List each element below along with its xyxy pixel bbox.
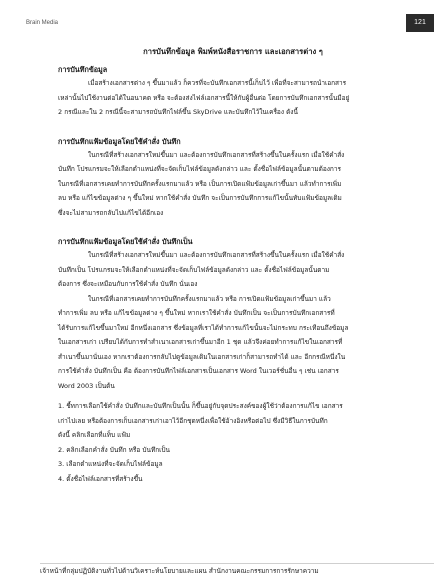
section-save-data — [58, 64, 408, 120]
text-line: ในเอกสารเก่า เปรียบได้กับการทำสำเนาเอกสารเก่าขึ้นมาอีก 1 ชุด แล้วจึงค่อยทำการแก้ไขในเอกสารที่ — [58, 338, 343, 346]
list-item: 4. ตั้งชื่อไฟล์เอกสารที่สร้างขึ้น — [58, 474, 143, 483]
text-line: เมื่อสร้างเอกสารต่าง ๆ ขึ้นมาแล้ว ก็ควรที่จะบันทึกเอกสารนี้เก็บไว้ เพื่อที่จะสามารถนำเอกสาร — [88, 79, 347, 87]
text-line: สำเนาขึ้นมานั่นเอง หากเราต้องการกลับไปดูข้อมูลเดิมในเอกสารเก่าก็สามารถทำได้ และ อีกกรณีหนึ่งใน — [58, 352, 346, 361]
paragraph — [58, 248, 408, 292]
section-heading: การบันทึกข้อมูล — [58, 65, 108, 74]
text-line: ในกรณีที่สร้างเอกสารใหม่ขึ้นมา และต้องการบันทึกเอกสารที่สร้างขึ้นในครั้งแรก เมื่อใช้คำสั่ง — [88, 251, 345, 259]
list-item: 2. คลิกเลือกคำสั่ง บันทึก หรือ บันทึกเป็น — [58, 445, 170, 454]
section-save-as-command — [58, 236, 408, 393]
page-header — [26, 14, 434, 34]
text-line: Word 2003 เป็นต้น — [58, 381, 115, 390]
section-save-command — [58, 136, 408, 221]
text-line: บันทึกเป็น โปรแกรมจะให้เลือกตำแหน่งที่จะจัดเก็บไฟล์ข้อมูลดังกล่าว และ ตั้งชื่อไฟล์ข้อมูลนั้นตาม — [58, 265, 330, 274]
text-line: ซึ่งจะไม่สามารถกลับไปแก้ไขได้อีกเอง — [58, 208, 164, 217]
text-line: ในกรณีที่เอกสารเคยทำการบันทึกครั้งแรกมาแล้ว หรือ เป็นการเปิดแฟ้มข้อมูลเก่าขึ้นมา แล้วทำการเพิ่ม — [58, 179, 342, 188]
footer-text: เจ้าหน้าที่กลุ่มปฏิบัติงานทั่วไปด้านวิเคราะห์นโยบายและแผน สำนักงานคณะกรรมการการรักษาความ — [40, 563, 434, 576]
list-item: เก่าไปเลย หรือต้องการเก็บเอกสารเก่าเอาไว้อีกชุดหนึ่งเพื่อใช้อ้างอิงหรือต่อไป ซึ่งมีวิธีในการบันทึก — [58, 416, 328, 425]
paragraph — [58, 148, 408, 221]
paragraph — [58, 292, 408, 394]
text-line: ในกรณีที่สร้างเอกสารใหม่ขึ้นมา และต้องการบันทึกเอกสารที่สร้างขึ้นในครั้งแรก เมื่อใช้คำสั่ง — [88, 150, 345, 159]
brand-name: Brain Media — [26, 20, 59, 26]
paragraph — [58, 76, 408, 120]
text-line: ต้องการ ซึ่งจะเหมือนกับการใช้คำสั่ง บันทึก นั่นเอง — [58, 280, 198, 288]
section-heading: การบันทึกแฟ้มข้อมูลโดยใช้คำสั่ง บันทึกเป็น — [58, 237, 193, 246]
page-number: 121 — [406, 14, 434, 32]
document-body — [58, 46, 408, 486]
text-line: ลบ หรือ แก้ไขข้อมูลต่าง ๆ ขึ้นใหม่ หากใช้คำสั่ง บันทึก จะเป็นการบันทึกการแก้ไขนั้นทับแฟ้มข้อมูลเดิม — [58, 194, 342, 202]
list-item: ดังนี้ คลิกเลือกที่แท็บ แฟ้ม — [58, 431, 131, 439]
text-line: ในกรณีที่เอกสารเคยทำการบันทึกครั้งแรกมาแล้ว หรือ การเปิดแฟ้มข้อมูลเก่าขึ้นมา แล้ว — [88, 294, 331, 303]
page-title: การบันทึกข้อมูล พิมพ์หนังสือราชการ และเอกสารต่าง ๆ — [143, 47, 323, 56]
steps-list — [58, 399, 408, 486]
section-heading: การบันทึกแฟ้มข้อมูลโดยใช้คำสั่ง บันทึก — [58, 136, 181, 146]
text-line: การใช้คำสั่ง บันทึกเป็น คือ ต้องการบันทึกไฟล์เอกสารเป็นเอกสาร Word ในเวอร์ชั่นอื่น ๆ เช่น เอกสาร — [58, 367, 339, 375]
text-line: บันทึก โปรแกรมจะให้เลือกตำแหน่งที่จะจัดเก็บไฟล์ข้อมูลดังกล่าว และ ตั้งชื่อไฟล์ข้อมูลนั้นตามต้องการ — [58, 165, 342, 173]
list-item: 3. เลือกตำแหน่งที่จะจัดเก็บไฟล์ข้อมูล — [58, 460, 163, 468]
text-line: เหล่านั้นไปใช้งานต่อได้ในอนาคต หรือ จะต้องส่งไฟล์เอกสารนี้ให้กับผู้อื่นต่อ โดยการบันทึกเอกสารนั้นมีอยู่ — [58, 93, 350, 102]
text-line: ทำการเพิ่ม ลบ หรือ แก้ไขข้อมูลต่าง ๆ ขึ้นใหม่ หากเราใช้คำสั่ง บันทึกเป็น จะเป็นการบันทึกเอกสารที่ — [58, 309, 335, 317]
list-item: 1. ชี้ทการเลือกใช้คำสั่ง บันทึกและบันทึกเป็นนั้น ก็ขึ้นอยู่กับจุดประสงค์ของผู้ใช้ว่าต้องการแก้ไข เอกสาร — [58, 402, 343, 410]
text-line: ได้รับการแก้ไขขึ้นมาใหม่ อีกหนึ่งเอกสาร ซึ่งข้อมูลที่เราได้ทำการแก้ไขนั้นจะไม่กระทบ กระเทือนถึงข้อมูล — [58, 323, 349, 332]
text-line: 2 กรณีและใน 2 กรณีนี้จะสามารถบันทึกไฟล์ขึ้น SkyDrive และบันทึกไว้ในเครื่อง ดังนี้ — [58, 108, 298, 116]
